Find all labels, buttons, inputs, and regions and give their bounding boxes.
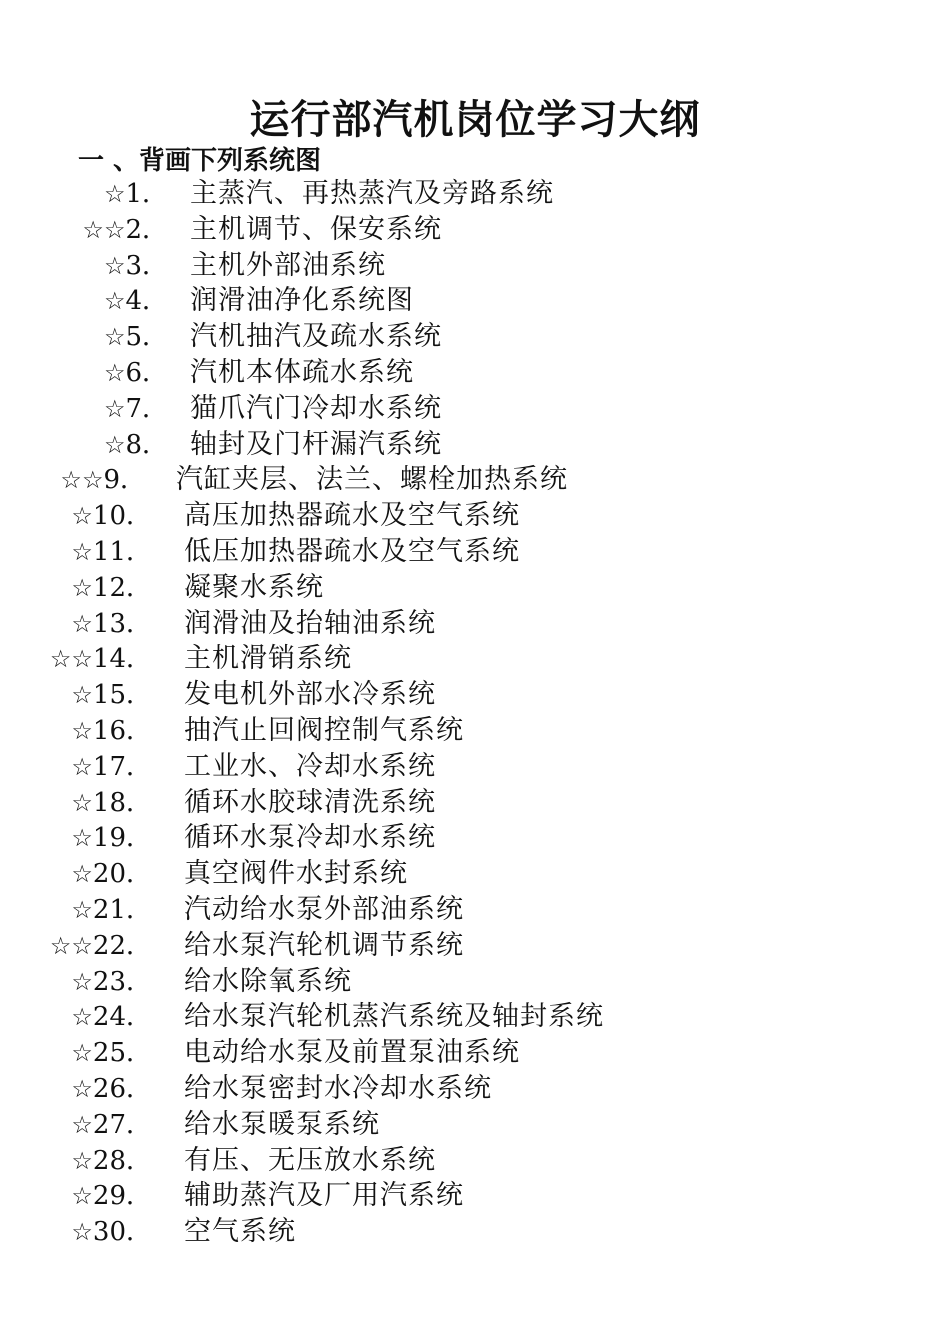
star-icon: ☆ [103,431,126,459]
item-text: 主机外部油系统 [190,250,386,281]
item-text: 高压加热器疏水及空气系统 [184,500,520,531]
item-text: 猫爪汽门冷却水系统 [190,393,442,424]
item-number: 14． [92,644,152,674]
item-number: 22． [92,931,152,961]
star-icon: ☆☆ [49,645,93,673]
star-icon: ☆ [71,538,93,566]
document-title: 运行部汽机岗位学习大纲 [249,96,701,143]
item-number: 26． [92,1074,152,1104]
item-number: 2． [125,215,168,245]
item-text: 给水除氧系统 [184,966,352,997]
item-text: 抽汽止回阀控制气系统 [184,715,464,746]
list-item [0,1143,950,1179]
list-item [0,677,950,713]
star-icon: ☆ [71,1218,93,1246]
list-item [0,1214,950,1250]
item-marker [50,928,152,964]
item-text: 汽动给水泵外部油系统 [184,894,464,925]
list-item [0,248,950,284]
list-item [0,928,950,964]
item-marker [104,355,168,391]
item-marker [60,462,146,498]
item-number: 3． [125,251,168,281]
item-number: 25． [92,1038,152,1068]
item-text: 电动给水泵及前置泵油系统 [184,1037,520,1068]
item-number: 8． [125,430,168,460]
item-number: 11． [92,537,152,567]
item-number: 16． [92,716,152,746]
item-number: 10． [92,501,152,531]
item-marker [104,427,168,463]
item-marker [71,498,152,534]
item-text: 给水泵汽轮机调节系统 [184,930,464,961]
item-marker [71,1143,152,1179]
item-number: 7． [125,394,168,424]
item-marker [71,1071,152,1107]
item-text: 低压加热器疏水及空气系统 [184,536,520,567]
item-marker [71,534,152,570]
item-number: 13． [92,609,152,639]
star-icon: ☆ [71,1147,93,1175]
list-item [0,713,950,749]
item-marker [71,1107,152,1143]
item-number: 15． [92,680,152,710]
item-text: 辅助蒸汽及厂用汽系统 [184,1180,464,1211]
item-marker [71,856,152,892]
item-marker [71,785,152,821]
star-icon: ☆ [71,1111,93,1139]
item-number: 24． [92,1002,152,1032]
item-number: 1． [125,179,168,209]
item-marker [82,212,168,248]
item-number: 4． [125,286,168,316]
item-text: 汽机本体疏水系统 [190,357,414,388]
item-number: 18． [92,788,152,818]
item-marker [71,713,152,749]
item-text: 主机调节、保安系统 [190,214,442,245]
item-marker [71,820,152,856]
list-item [0,1035,950,1071]
star-icon: ☆☆ [60,466,104,494]
item-number: 9． [103,465,146,495]
star-icon: ☆☆ [82,216,126,244]
list-item [0,212,950,248]
item-marker [104,248,168,284]
list-item [0,534,950,570]
item-marker [71,1178,152,1214]
star-icon: ☆ [71,610,93,638]
item-marker [71,999,152,1035]
item-text: 有压、无压放水系统 [184,1145,436,1176]
item-text: 给水泵密封水冷却水系统 [184,1073,492,1104]
star-icon: ☆ [103,252,126,280]
star-icon: ☆☆ [49,932,93,960]
item-text: 主蒸汽、再热蒸汽及旁路系统 [190,178,554,209]
star-icon: ☆ [71,1039,93,1067]
list-item [0,1107,950,1143]
star-icon: ☆ [71,824,93,852]
item-marker [71,892,152,928]
item-marker [71,964,152,1000]
list-item [0,1071,950,1107]
list-item [0,820,950,856]
star-icon: ☆ [103,323,126,351]
item-number: 28． [92,1146,152,1176]
item-number: 5． [125,322,168,352]
item-text: 真空阀件水封系统 [184,858,408,889]
item-number: 21． [92,895,152,925]
item-marker [71,1214,152,1250]
item-text: 工业水、冷却水系统 [184,751,436,782]
star-icon: ☆ [71,1182,93,1210]
item-number: 17． [92,752,152,782]
item-marker [104,283,168,319]
list-item [0,283,950,319]
item-number: 20． [92,859,152,889]
item-text: 循环水泵冷却水系统 [184,822,436,853]
item-text: 给水泵暖泵系统 [184,1109,380,1140]
star-icon: ☆ [71,1003,93,1031]
star-icon: ☆ [71,502,93,530]
list-item [0,892,950,928]
list-item [0,391,950,427]
item-number: 12． [92,573,152,603]
item-number: 30． [92,1217,152,1247]
star-icon: ☆ [71,1075,93,1103]
item-marker [104,319,168,355]
list-item [0,1178,950,1214]
item-marker [71,1035,152,1071]
item-number: 19． [92,823,152,853]
star-icon: ☆ [71,789,93,817]
item-marker [71,570,152,606]
star-icon: ☆ [71,860,93,888]
item-marker [71,606,152,642]
item-text: 空气系统 [184,1216,296,1247]
section-heading: 一 、背画下列系统图 [78,146,322,176]
item-number: 6． [125,358,168,388]
star-icon: ☆ [71,717,93,745]
item-text: 主机滑销系统 [184,643,352,674]
list-item [0,570,950,606]
item-text: 凝聚水系统 [184,572,324,603]
list-item [0,641,950,677]
list-item [0,462,950,498]
list-item [0,176,950,212]
item-number: 27． [92,1110,152,1140]
star-icon: ☆ [103,395,126,423]
star-icon: ☆ [71,681,93,709]
star-icon: ☆ [71,896,93,924]
list-item [0,319,950,355]
item-marker [104,391,168,427]
item-text: 循环水胶球清洗系统 [184,787,436,818]
star-icon: ☆ [71,753,93,781]
list-item [0,999,950,1035]
star-icon: ☆ [71,574,93,602]
item-text: 汽机抽汽及疏水系统 [190,321,442,352]
item-text: 给水泵汽轮机蒸汽系统及轴封系统 [184,1001,604,1032]
list-item [0,749,950,785]
item-marker [50,641,152,677]
item-marker [104,176,168,212]
list-item [0,856,950,892]
star-icon: ☆ [71,968,93,996]
item-text: 润滑油净化系统图 [190,285,414,316]
star-icon: ☆ [103,180,126,208]
item-marker [71,677,152,713]
list-item [0,964,950,1000]
item-text: 发电机外部水冷系统 [184,679,436,710]
list-item [0,606,950,642]
list-item [0,785,950,821]
item-number: 29． [92,1181,152,1211]
item-marker [71,749,152,785]
item-text: 汽缸夹层、法兰、螺栓加热系统 [176,464,568,495]
list-item [0,498,950,534]
list-item [0,355,950,391]
item-number: 23． [92,967,152,997]
list-item [0,427,950,463]
item-text: 轴封及门杆漏汽系统 [190,429,442,460]
star-icon: ☆ [103,359,126,387]
item-text: 润滑油及抬轴油系统 [184,608,436,639]
star-icon: ☆ [103,287,126,315]
